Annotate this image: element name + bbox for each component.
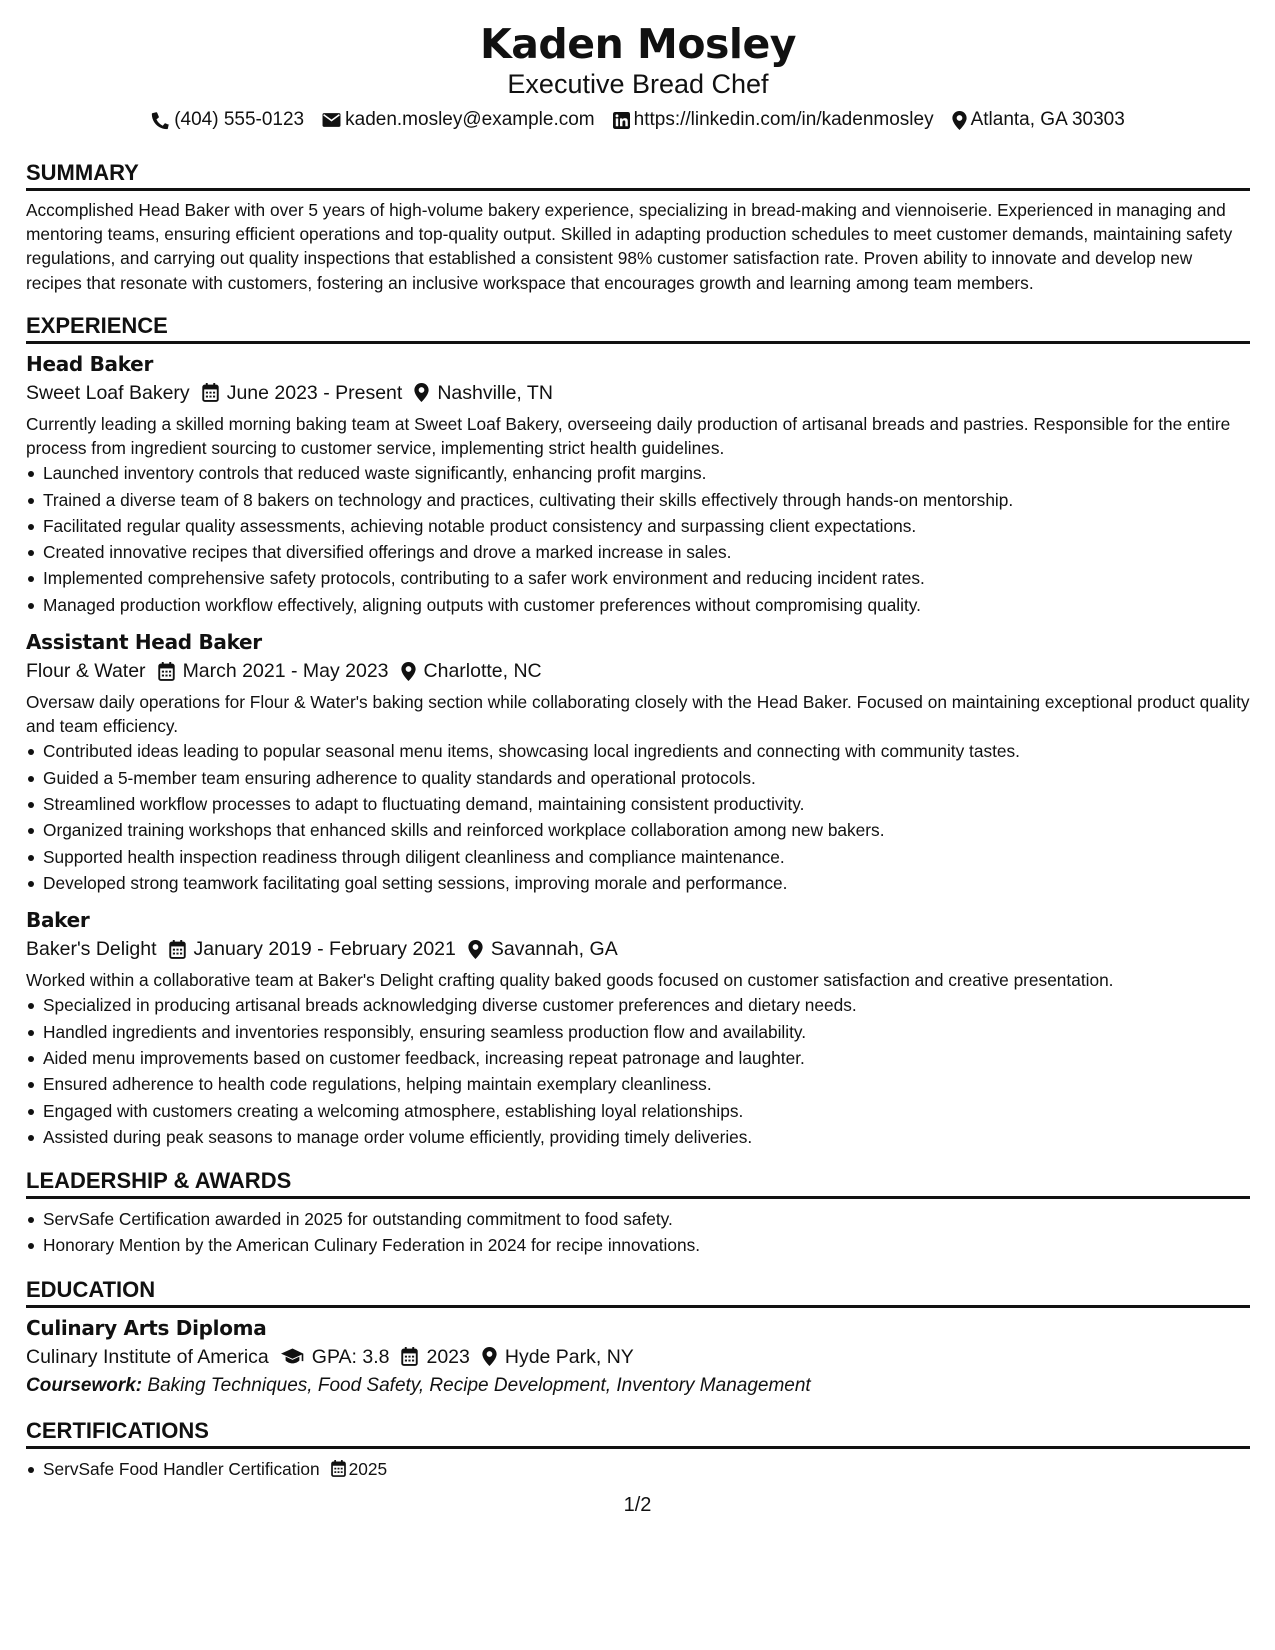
list-item: ServSafe Certification awarded in 2025 for outstanding commitment to food safety. xyxy=(26,1206,1250,1232)
coursework-label: Coursework: xyxy=(26,1374,143,1396)
list-item: Assisted during peak seasons to manage order volume efficiently, providing timely deliveries. xyxy=(26,1124,1250,1150)
linkedin-text: https://linkedin.com/in/kadenmosley xyxy=(633,109,934,130)
job-company: Sweet Loaf Bakery xyxy=(26,381,190,404)
experience-section xyxy=(26,312,1250,1150)
list-item: Developed strong teamwork facilitating goal setting sessions, improving morale and performance. xyxy=(26,870,1250,896)
experience-heading: EXPERIENCE xyxy=(26,312,1250,344)
list-item: Contributed ideas leading to popular seasonal menu items, showcasing local ingredients and connecting with community tastes. xyxy=(26,738,1250,764)
job-meta xyxy=(26,935,1250,963)
coursework-list: Baking Techniques, Food Safety, Recipe Development, Inventory Management xyxy=(147,1374,811,1396)
location-text: Atlanta, GA 30303 xyxy=(970,109,1125,130)
contact-phone[interactable] xyxy=(151,107,304,133)
job-title: Assistant Head Baker xyxy=(26,630,262,654)
list-item: Aided menu improvements based on customer feedback, increasing repeat patronage and laughter. xyxy=(26,1045,1250,1071)
contact-email[interactable] xyxy=(322,107,595,133)
leadership-section xyxy=(26,1167,1250,1259)
job-title: Baker xyxy=(26,908,90,933)
calendar-icon xyxy=(169,940,186,959)
list-item: Launched inventory controls that reduced waste significantly, enhancing profit margins. xyxy=(26,460,1250,486)
job-meta xyxy=(26,657,1250,685)
list-item: Specialized in producing artisanal breads acknowledging diverse customer preferences and dietary needs. xyxy=(26,992,1250,1018)
list-item: Engaged with customers creating a welcoming atmosphere, establishing loyal relationships. xyxy=(26,1098,1250,1124)
job-company: Flour & Water xyxy=(26,660,146,682)
job-description: Currently leading a skilled morning baking team at Sweet Loaf Bakery, overseeing daily production of artisanal breads and pastries. Responsible for the entire process from ingredient sourcing to customer service, implementing strict health guidelines. xyxy=(26,413,1231,459)
summary-section xyxy=(26,159,1250,295)
list-item: Managed production workflow effectively, aligning outputs with customer preferences without compromising quality. xyxy=(26,592,1250,618)
school-location: Hyde Park, NY xyxy=(504,1345,634,1368)
leadership-list xyxy=(26,1206,1250,1259)
job-company: Baker's Delight xyxy=(26,938,157,961)
resume-header xyxy=(26,18,1250,133)
phone-icon xyxy=(151,111,170,130)
calendar-icon xyxy=(158,662,175,681)
linkedin-icon xyxy=(613,112,630,129)
certification-name: ServSafe Food Handler Certification xyxy=(43,1458,320,1479)
map-marker-icon xyxy=(482,1347,497,1366)
job-bullets xyxy=(26,460,1250,618)
graduation-cap-icon xyxy=(281,1348,304,1365)
degree-title: Culinary Arts Diploma xyxy=(26,1315,267,1340)
summary-heading: SUMMARY xyxy=(26,159,1250,191)
contact-location xyxy=(952,107,1125,133)
job-entry xyxy=(26,907,1250,1150)
job-dates: January 2019 - February 2021 xyxy=(193,938,456,961)
certifications-heading: CERTIFICATIONS xyxy=(26,1417,1250,1449)
graduation-year: 2023 xyxy=(426,1345,470,1368)
job-location: Savannah, GA xyxy=(490,938,618,961)
job-description: Oversaw daily operations for Flour & Water's baking section while collaborating closely with the Head Baker. Focused on maintaining exceptional product quality and team efficiency. xyxy=(26,692,1250,737)
certifications-section xyxy=(26,1417,1250,1482)
certification-year: 2025 xyxy=(348,1458,388,1479)
map-marker-icon xyxy=(468,940,483,959)
gpa-text: GPA: 3.8 xyxy=(311,1345,390,1368)
job-dates: March 2021 - May 2023 xyxy=(182,660,389,682)
list-item: Organized training workshops that enhanced skills and reinforced workplace collaboration among new bakers. xyxy=(26,817,1250,843)
page-number: 1/2 xyxy=(623,1494,652,1516)
envelope-icon xyxy=(322,112,341,128)
contact-linkedin[interactable] xyxy=(613,107,934,133)
list-item: Guided a 5-member team ensuring adherence to quality standards and operational protocols. xyxy=(26,765,1250,791)
map-marker-icon xyxy=(952,111,967,130)
job-bullets xyxy=(26,738,1250,896)
list-item: Handled ingredients and inventories responsibly, ensuring seamless production flow and availability. xyxy=(26,1019,1250,1045)
contact-bar xyxy=(26,107,1250,133)
map-marker-icon xyxy=(414,383,429,402)
job-title: Head Baker xyxy=(26,351,154,376)
job-bullets xyxy=(26,992,1250,1150)
resume-content xyxy=(26,18,1250,1482)
calendar-icon xyxy=(202,383,219,402)
list-item: Facilitated regular quality assessments, achieving notable product consistency and surpassing client expectations. xyxy=(26,513,1250,539)
job-meta xyxy=(26,379,1250,407)
education-section xyxy=(26,1276,1250,1400)
list-item: Honorary Mention by the American Culinary Federation in 2024 for recipe innovations. xyxy=(26,1232,1250,1258)
list-item: Implemented comprehensive safety protocols, contributing to a safer work environment and reducing incident rates. xyxy=(26,565,1250,591)
leadership-heading: LEADERSHIP & AWARDS xyxy=(26,1167,1250,1199)
phone-text: (404) 555-0123 xyxy=(174,109,305,130)
list-item xyxy=(26,1456,1250,1482)
certification-row xyxy=(43,1456,1250,1482)
school-name: Culinary Institute of America xyxy=(26,1345,269,1368)
job-location: Nashville, TN xyxy=(437,381,553,404)
education-heading: EDUCATION xyxy=(26,1276,1250,1308)
job-location: Charlotte, NC xyxy=(423,660,542,682)
job-dates: June 2023 - Present xyxy=(226,381,403,404)
job-entry xyxy=(26,351,1250,618)
calendar-icon xyxy=(401,1347,418,1366)
summary-text: Accomplished Head Baker with over 5 years of high-volume bakery experience, specializing in bread-making and viennoiserie. Experienced in managing and mentoring teams, ensuring efficient operations and top-quality output. Skilled in adapting production schedules to meet customer demands, maintaining safety regulations, and carrying out quality inspections that established a consistent 98% customer satisfaction rate. Proven ability to innovate and develop new recipes that resonate with customers, fostering an inclusive workspace that encourages growth and learning among team members. xyxy=(26,200,1233,293)
job-entry xyxy=(26,629,1250,896)
list-item: Created innovative recipes that diversified offerings and drove a marked increase in sales. xyxy=(26,539,1250,565)
list-item: Ensured adherence to health code regulations, helping maintain exemplary cleanliness. xyxy=(26,1071,1250,1097)
candidate-role: Executive Bread Chef xyxy=(507,69,769,99)
list-item: Supported health inspection readiness through diligent cleanliness and compliance maintenance. xyxy=(26,844,1250,870)
certifications-list xyxy=(26,1456,1250,1482)
list-item: Trained a diverse team of 8 bakers on technology and practices, cultivating their skills effectively through hands-on mentorship. xyxy=(26,487,1250,513)
map-marker-icon xyxy=(401,662,416,681)
education-meta xyxy=(26,1343,1250,1371)
email-text: kaden.mosley@example.com xyxy=(345,109,595,130)
calendar-icon xyxy=(331,1460,346,1477)
candidate-name: Kaden Mosley xyxy=(479,20,796,68)
list-item: Streamlined workflow processes to adapt to fluctuating demand, maintaining consistent productivity. xyxy=(26,791,1250,817)
job-description: Worked within a collaborative team at Baker's Delight crafting quality baked goods focused on customer satisfaction and creative presentation. xyxy=(26,970,1114,991)
coursework-line xyxy=(26,1372,1250,1400)
